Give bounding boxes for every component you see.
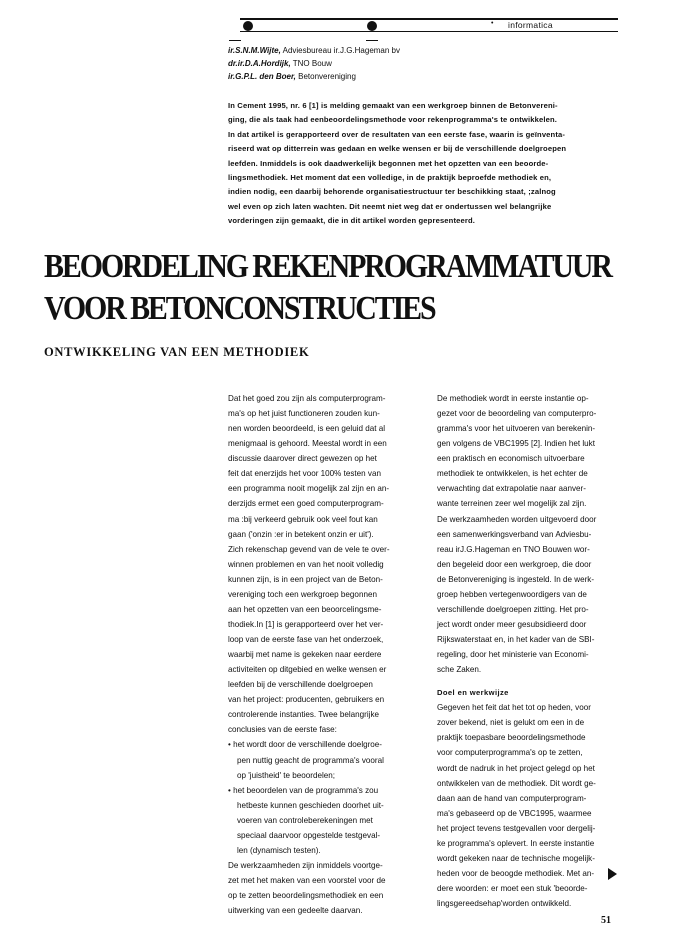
- intro-line: ging, die als taak had eenbeoordelingsmethode voor rekenprogramma's te ontwikkelen.: [228, 115, 558, 125]
- intro-line: vorderingen zijn gemaakt, die in dit artikel worden gepresenteerd.: [228, 216, 476, 226]
- body-text-line: De methodiek wordt in eerste instantie op-: [437, 394, 589, 403]
- body-text-line: winnen problemen en van het nooit volledig: [228, 559, 384, 569]
- body-text-line: verwachting dat extrapolatie naar aanver-: [437, 484, 586, 494]
- body-text-line: loop van de eerste fase van het onderzoek,: [228, 635, 384, 644]
- body-text-line: het project tevens testgevallen voor dergelij-: [437, 823, 596, 833]
- section-heading: Doel en werkwijze: [437, 688, 509, 698]
- body-text-line: wordt de nadruk in het project gelegd op het: [437, 763, 595, 773]
- body-text-line: voeren van controleberekeningen met: [237, 815, 373, 825]
- body-text-line: speciaal daarvoor opgestelde testgeval-: [237, 830, 381, 840]
- header-rule-top: [240, 18, 618, 20]
- body-text-line: op te zetten beoordelingsmethodiek en een: [228, 891, 384, 901]
- body-text-line: ject wordt onder meer gesubsidieerd door: [437, 619, 587, 629]
- body-text-line: een programma nooit mogelijk zal zijn en an-: [228, 484, 390, 494]
- body-text-line: gezet voor de beoordeling van computerpro-: [437, 409, 597, 419]
- body-text-line: gaan ('onzin :er in betekent onzin er uit').: [228, 529, 374, 539]
- header-tick-right: [366, 40, 378, 41]
- body-text-line: Rijkswaterstaat en, in het kader van de SBI-: [437, 635, 595, 644]
- author-name: ir.G.P.L. den Boer,: [228, 72, 296, 81]
- authors: [228, 44, 400, 83]
- body-text-line: praktijk toepasbare beoordelingsmethode: [437, 733, 586, 743]
- body-text-line: len (dynamisch testen).: [237, 845, 321, 855]
- intro-line: lingsmethodiek. Het moment dat een volledige, in de praktijk beproefde methodiek en,: [228, 173, 552, 183]
- title-line: VOOR BETONCONSTRUCTIES: [44, 290, 435, 327]
- author-affiliation: Betonvereniging: [298, 72, 356, 81]
- title-line: BEOORDELING REKENPROGRAMMATUUR: [44, 248, 611, 285]
- intro-line: wel even op zich laten wachten. Dit neemt niet weg dat er ondertussen wel belangrijke: [228, 201, 552, 211]
- header-dot-left: [243, 21, 253, 31]
- body-column-right: [437, 391, 627, 911]
- body-text-line: activiteiten op ditgebied en welke wensen er: [228, 665, 387, 675]
- body-text-line: nen worden beoordeeld, is een geluid dat al: [228, 424, 386, 434]
- body-text-line: sche Zaken.: [437, 665, 482, 675]
- author-name: dr.ir.D.A.Hordijk,: [228, 59, 291, 68]
- body-text-line: van het project: producenten, gebruikers en: [228, 695, 385, 705]
- body-text-line: ke programma's oplevert. In eerste instantie: [437, 838, 595, 848]
- body-text-line: zover bekend, niet is gelukt om een in de: [437, 718, 585, 728]
- body-text-line: heden voor de beoogde methodiek. Met an-: [437, 868, 595, 878]
- body-text-line: ma's gebaseerd op de VBC1995, waarmee: [437, 808, 592, 818]
- body-text-line: groep hebben vertegenwoordigers van de: [437, 589, 587, 599]
- body-text-line: pen nuttig geacht de programma's vooral: [237, 755, 384, 765]
- body-text-line: • het beoordelen van de programma's zou: [228, 785, 379, 795]
- body-text-line: methodiek te ontwikkelen, is het echter de: [437, 469, 588, 479]
- author-line: [228, 70, 400, 83]
- body-text-line: hetbeste kunnen geschieden doorhet uit-: [237, 800, 384, 810]
- body-text-line: lingsgereedsehap'worden ontwikkeld.: [437, 899, 572, 909]
- body-text-line: een samenwerkingsverband van Adviesbu-: [437, 529, 592, 539]
- author-affiliation: TNO Bouw: [292, 59, 332, 68]
- body-text-line: • het wordt door de verschillende doelgroe-: [228, 740, 383, 750]
- body-text-line: regeling, door het ministerie van Economi-: [437, 650, 589, 660]
- intro-line: In Cement 1995, nr. 6 [1] is melding gemaakt van een werkgroep binnen de Betonvereni-: [228, 101, 558, 110]
- header-dot-right: [367, 21, 377, 31]
- body-text-line: ontwikkelen van de methodiek. Dit wordt ge-: [437, 778, 596, 788]
- header-rule-bottom: [240, 31, 618, 32]
- body-text-line: dere woorden: er moet een stuk 'beoorde-: [437, 884, 588, 893]
- body-text-line: menigmaal is gehoord. Meestal wordt in een: [228, 439, 387, 449]
- body-text-line: waarbij met name is gekeken naar eerdere: [228, 650, 382, 660]
- body-text-line: vereniging toch een werkgroep begonnen: [228, 589, 377, 599]
- body-text-line: leefden bij de verschillende doelgroepen: [228, 680, 373, 690]
- body-text-line: voor computerprogramma's op te zetten,: [437, 748, 583, 758]
- paragraph-gap: [437, 677, 627, 685]
- author-affiliation: Adviesbureau ir.J.G.Hageman bv: [282, 46, 401, 55]
- body-text-line: gramma's voor het uitvoeren van berekenin-: [437, 424, 596, 434]
- body-text-line: zet met het maken van een voorstel voor de: [228, 876, 386, 885]
- body-text-line: een praktisch en economisch uitvoerbare: [437, 454, 585, 464]
- body-text-line: De werkzaamheden zijn inmiddels voortge-: [228, 860, 383, 870]
- body-text-line: gen volgens de VBC1995 [2]. Indien het lukt: [437, 439, 595, 449]
- intro-line: indien nodig, een daarbij behorende organisatiestructuur ter beschikking staat, ;zalnog: [228, 187, 556, 197]
- intro-line: In dat artikel is gerapporteerd over de resultaten van een eerste fase, waarin is geïnventa-: [228, 129, 566, 139]
- intro-line: leefden. Inmiddels is ook daadwerkelijk begonnen met het opzetten van een beoorde-: [228, 158, 549, 168]
- article-title: [44, 246, 611, 330]
- body-text-line: kunnen zijn, is in een project van de Beton-: [228, 574, 383, 584]
- body-text-line: daan aan de hand van computerprogram-: [437, 793, 587, 803]
- body-text-line: uitwerking van een gedeelte daarvan.: [228, 906, 363, 916]
- body-text-line: aan het opzetten van een beoorcelingsme-: [228, 604, 382, 614]
- body-column-left: [228, 391, 428, 918]
- body-text-line: ma's op het juist functioneren zouden kun-: [228, 409, 380, 419]
- body-text-line: verschillende doelgroepen zitting. Het pro-: [437, 604, 589, 614]
- body-text-line: thodiek.In [1] is gerapporteerd over het ver-: [228, 619, 384, 629]
- body-text-line: derzijds ermet een goed computerprogram-: [228, 499, 384, 509]
- body-text-line: den begeleid door een werkgroep, die door: [437, 559, 592, 569]
- body-text-line: discussie daarover direct gewezen op het: [228, 454, 377, 464]
- article-subtitle: ONTWIKKELING VAN EEN METHODIEK: [44, 345, 310, 359]
- body-text-line: wante terreinen zeer wel mogelijk zal zijn.: [437, 499, 587, 509]
- body-text-line: conclusies van de eerste fase:: [228, 725, 337, 735]
- body-text-line: controlerende instanties. Twee belangrijke: [228, 710, 380, 720]
- page-number: 51: [601, 915, 611, 926]
- body-text-line: reau irJ.G.Hageman en TNO Bouwen wor-: [437, 544, 590, 554]
- body-text-line: wordt gekeken naar de technische mogelijk-: [437, 853, 595, 863]
- body-text-line: Gegeven het feit dat het tot op heden, voor: [437, 703, 591, 713]
- author-line: [228, 57, 400, 70]
- body-text-line: de Betonvereniging is ingesteld. In de werk-: [437, 574, 595, 584]
- header-tick-left: [229, 40, 241, 41]
- body-text-line: Zich rekenschap gevend van de vele te over-: [228, 544, 390, 554]
- body-text-line: feit dat enerzijds het voor 100% testen van: [228, 469, 381, 479]
- section-label: informatica: [508, 20, 553, 30]
- continue-arrow-icon: [608, 868, 617, 880]
- body-text-line: op 'juistheid' te beoordelen;: [237, 770, 336, 780]
- intro-line: riseerd wat op ditterrein was gedaan en welke wensen er bij de verschillende doelgroepen: [228, 144, 567, 154]
- author-name: ir.S.N.M.Wijte,: [228, 46, 281, 55]
- body-text-line: Dat het goed zou zijn als computerprogram-: [228, 394, 386, 403]
- header-bullet: •: [491, 20, 494, 27]
- author-line: [228, 44, 400, 57]
- body-text-line: De werkzaamheden worden uitgevoerd door: [437, 514, 597, 524]
- intro-paragraph: [228, 99, 620, 229]
- body-text-line: ma :bij verkeerd gebruik ook veel fout kan: [228, 514, 378, 524]
